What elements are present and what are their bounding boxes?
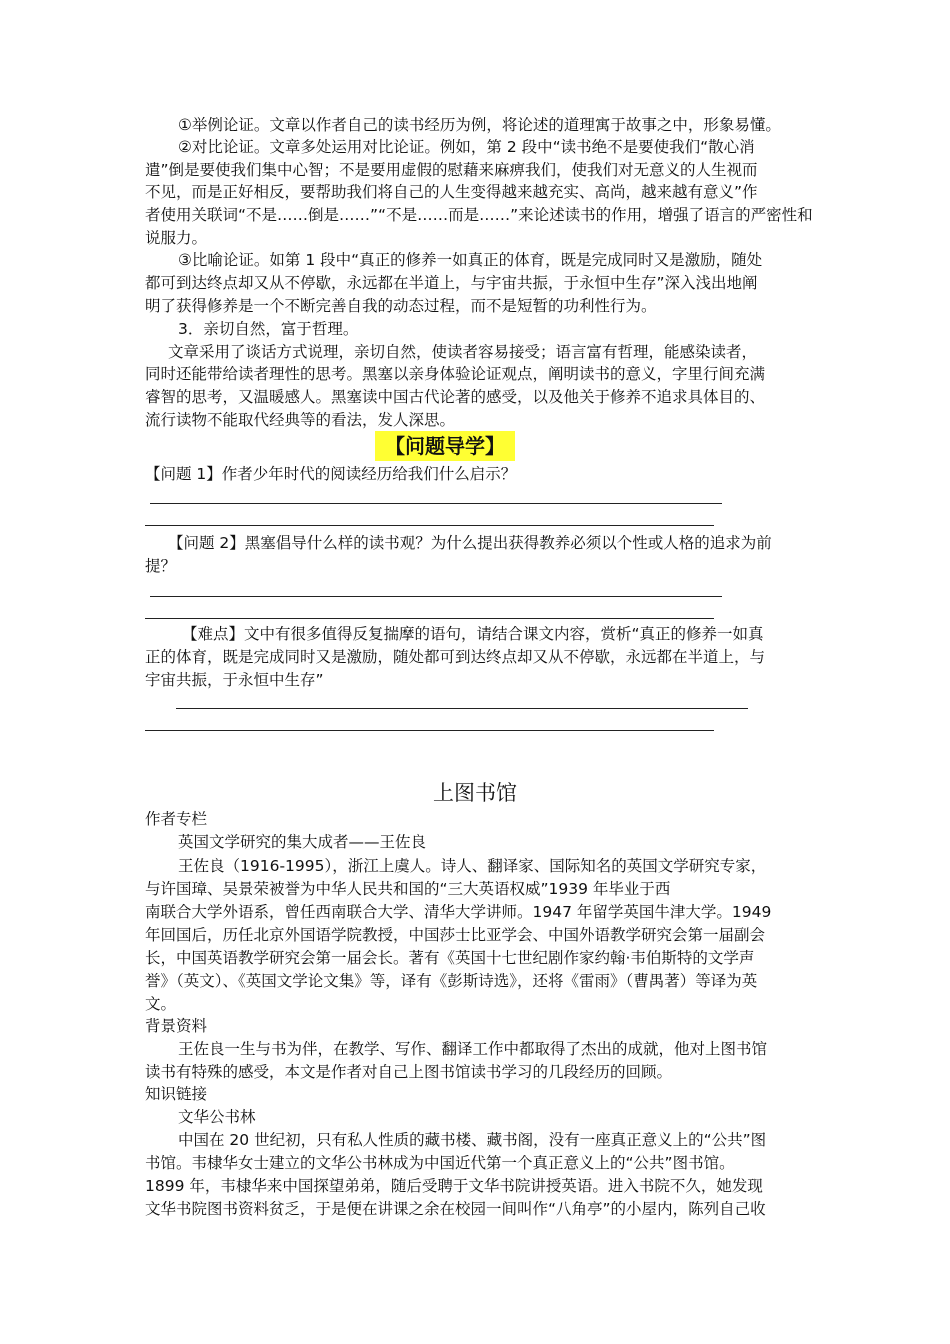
analysis-line: 3．亲切自然，富于哲理。 — [178, 320, 359, 338]
answer-line — [145, 525, 714, 526]
question-guide-heading: 【问题导学】 — [375, 431, 515, 461]
author-bio-line: 年回国后，历任北京外国语学院教授，中国莎士比亚学会、中国外语教学研究会第一届副会 — [145, 926, 766, 944]
section-heading-knowledge: 知识链接 — [145, 1085, 208, 1103]
difficulty-question: 【难点】文中有很多值得反复揣摩的语句，请结合课文内容，赏析“真正的修养一如真 — [182, 625, 764, 643]
analysis-line: 睿智的思考，又温暖感人。黑塞读中国古代论著的感受，以及他关于修养不追求具体目的、 — [145, 388, 766, 406]
analysis-line: 明了获得修养是一个不断完善自我的动态过程，而不是短暂的功利性行为。 — [145, 297, 657, 315]
author-bio-line: 文。 — [145, 995, 177, 1013]
author-bio-line: 与许国璋、吴景荣被誉为中华人民共和国的“三大英语权威”1939 年毕业于西 — [145, 880, 671, 898]
analysis-line: 不见，而是正好相反，要帮助我们将自己的人生变得越来越充实、高尚，越来越有意义”作 — [145, 183, 758, 201]
difficulty-question-cont: 宇宙共振，于永恒中生存” — [145, 671, 324, 689]
section-heading-author: 作者专栏 — [145, 810, 208, 828]
analysis-line: 流行读物不能取代经典等的看法，发人深思。 — [145, 411, 456, 429]
knowledge-line: 中国在 20 世纪初，只有私人性质的藏书楼、藏书阁，没有一座真正意义上的“公共”图 — [178, 1131, 767, 1149]
knowledge-line: 书馆。韦棣华女士建立的文华公书林成为中国近代第一个真正意义上的“公共”图书馆。 — [145, 1154, 735, 1172]
analysis-line: 文章采用了谈话方式说理，亲切自然，使读者容易接受；语言富有哲理，能感染读者， — [168, 343, 758, 361]
article-title: 上图书馆 — [433, 781, 517, 805]
author-bio-line: 长，中国英语教学研究会第一届会长。著有《英国十七世纪剧作家约翰·韦伯斯特的文学声 — [145, 949, 755, 967]
analysis-line: 都可到达终点却又从不停歇，永远都在半道上，与宇宙共振，于永恒中生存”深入浅出地阐 — [145, 274, 758, 292]
analysis-line: 者使用关联词“不是……倒是……”“不是……而是……”来论述读书的作用，增强了语言的严密性和 — [145, 206, 813, 224]
knowledge-line: 1899 年，韦棣华来中国探望弟弟，随后受聘于文华书院讲授英语。进入书院不久，她发现 — [145, 1177, 763, 1195]
knowledge-line: 文华书院图书资料贫乏，于是便在讲课之余在校园一间叫作“八角亭”的小屋内，陈列自己收 — [145, 1200, 766, 1218]
analysis-line: ②对比论证。文章多处运用对比论证。例如，第 2 段中“读书绝不是要使我们“散心消 — [178, 138, 755, 156]
author-bio-line: 誉》（英文）、《英国文学论文集》等，译有《彭斯诗选》，还将《雷雨》（曹禺著）等译为英 — [145, 972, 758, 990]
question-1: 【问题 1】作者少年时代的阅读经历给我们什么启示？ — [145, 465, 517, 483]
analysis-line: 遣”倒是要使我们集中心智；不是要用虚假的慰藉来麻痹我们，使我们对无意义的人生视而 — [145, 161, 758, 179]
knowledge-subtitle: 文华公书林 — [178, 1108, 256, 1126]
analysis-line: 同时还能带给读者理性的思考。黑塞以亲身体验论证观点，阐明读书的意义，字里行间充满 — [145, 365, 766, 383]
answer-line — [145, 730, 714, 731]
author-subtitle: 英国文学研究的集大成者——王佐良 — [178, 833, 427, 851]
answer-line — [150, 596, 722, 597]
background-line: 王佐良一生与书为伴，在教学、写作、翻译工作中都取得了杰出的成就，他对上图书馆 — [178, 1040, 768, 1058]
background-line: 读书有特殊的感受，本文是作者对自己上图书馆读书学习的几段经历的回顾。 — [145, 1063, 673, 1081]
difficulty-question-cont: 正的体育，既是完成同时又是激励，随处都可到达终点却又从不停歇，永远都在半道上，与 — [145, 648, 766, 666]
answer-line — [150, 503, 722, 504]
answer-line — [145, 618, 714, 619]
author-bio-line: 南联合大学外语系，曾任西南联合大学、清华大学讲师。1947 年留学英国牛津大学。1949 — [145, 903, 772, 921]
analysis-line: ③比喻论证。如第 1 段中“真正的修养一如真正的体育，既是完成同时又是激励，随处 — [178, 251, 763, 269]
analysis-line: 说服力。 — [145, 229, 208, 247]
author-bio-line: 王佐良（1916-1995），浙江上虞人。诗人、翻译家、国际知名的英国文学研究专家， — [178, 857, 767, 875]
question-2-cont: 提？ — [145, 557, 177, 575]
question-2: 【问题 2】黑塞倡导什么样的读书观？为什么提出获得教养必须以个性或人格的追求为前 — [168, 534, 772, 552]
section-heading-background: 背景资料 — [145, 1017, 208, 1035]
analysis-line: ①举例论证。文章以作者自己的读书经历为例，将论述的道理寓于故事之中，形象易懂。 — [178, 116, 781, 134]
answer-line — [176, 708, 748, 709]
